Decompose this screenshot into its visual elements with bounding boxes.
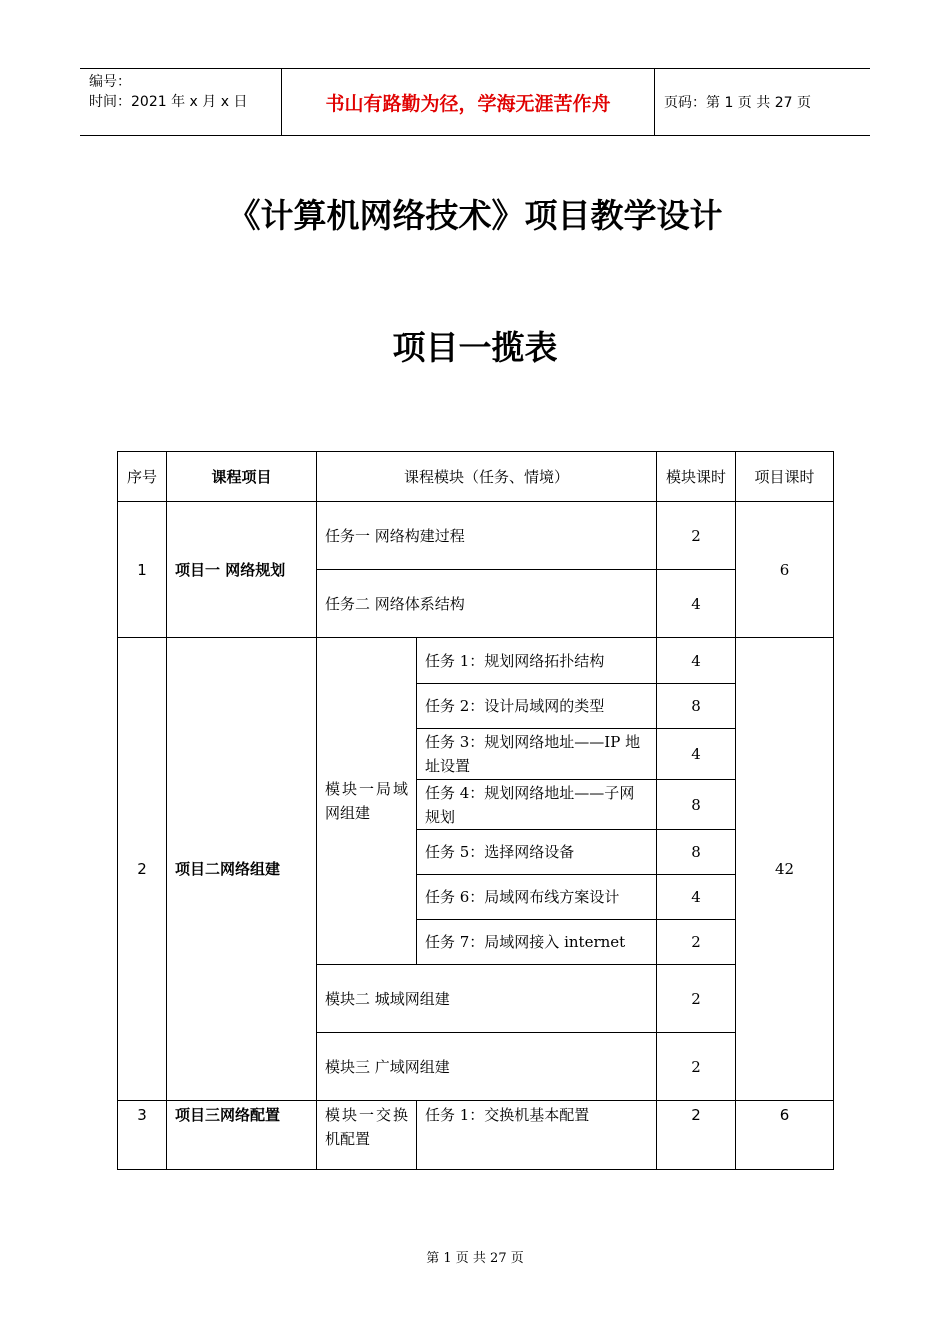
project-name: 项目一 网络规划 <box>167 502 317 638</box>
module-hours: 2 <box>657 965 736 1033</box>
module-hours: 2 <box>657 1033 736 1101</box>
header-motto: 书山有路勤为径，学海无涯苦作舟 <box>282 69 655 135</box>
table-row <box>118 1101 834 1170</box>
task-name: 任务 2：设计局域网的类型 <box>417 684 657 729</box>
table-header-row <box>118 452 834 502</box>
task-hours: 4 <box>657 875 736 920</box>
module-name: 模块一局域网组建 <box>317 638 417 965</box>
task-name: 任务二 网络体系结构 <box>317 570 657 638</box>
task-name: 任务一 网络构建过程 <box>317 502 657 570</box>
document-title: 《计算机网络技术》项目教学设计 <box>227 196 723 235</box>
task-name: 任务 4：规划网络地址——子网规划 <box>417 780 657 830</box>
project-name: 项目二网络组建 <box>167 638 317 1101</box>
task-hours: 4 <box>657 729 736 780</box>
header-module-hours: 模块课时 <box>657 452 736 502</box>
header-module: 课程模块（任务、情境） <box>317 452 657 502</box>
task-name: 任务 1：交换机基本配置 <box>417 1101 657 1170</box>
header-project-hours: 项目课时 <box>736 452 834 502</box>
task-name: 任务 6：局域网布线方案设计 <box>417 875 657 920</box>
task-hours: 4 <box>657 570 736 638</box>
task-name: 任务 3：规划网络地址——IP 地址设置 <box>417 729 657 780</box>
project-overview-table <box>117 451 833 1169</box>
task-name: 任务 1：规划网络拓扑结构 <box>417 638 657 684</box>
task-hours: 4 <box>657 638 736 684</box>
project-seq: 1 <box>118 502 167 638</box>
project-hours: 6 <box>736 1101 834 1170</box>
table-row <box>118 638 834 684</box>
document-subtitle: 项目一揽表 <box>392 328 558 367</box>
page-footer: 第 1 页 共 27 页 <box>426 1251 524 1266</box>
task-hours: 2 <box>657 920 736 965</box>
task-hours: 8 <box>657 780 736 830</box>
project-seq: 2 <box>118 638 167 1101</box>
table-row <box>118 502 834 570</box>
module-name: 模块二 城域网组建 <box>317 965 657 1033</box>
module-name: 模块三 广域网组建 <box>317 1033 657 1101</box>
header-meta <box>80 69 282 135</box>
header-time: 时间：2021 年 x 月 x 日 <box>89 94 248 110</box>
project-name: 项目三网络配置 <box>167 1101 317 1170</box>
project-hours: 6 <box>736 502 834 638</box>
project-hours: 42 <box>736 638 834 1101</box>
module-name: 模块一交换机配置 <box>317 1101 417 1170</box>
page-header <box>80 68 870 136</box>
task-name: 任务 7：局域网接入 internet <box>417 920 657 965</box>
header-seq: 序号 <box>118 452 167 502</box>
task-hours: 8 <box>657 684 736 729</box>
project-seq: 3 <box>118 1101 167 1170</box>
header-project: 课程项目 <box>167 452 317 502</box>
header-number: 编号： <box>89 74 131 90</box>
header-page-info: 页码：第 1 页 共 27 页 <box>664 95 811 111</box>
task-hours: 2 <box>657 502 736 570</box>
task-hours: 2 <box>657 1101 736 1170</box>
task-hours: 8 <box>657 830 736 875</box>
task-name: 任务 5：选择网络设备 <box>417 830 657 875</box>
